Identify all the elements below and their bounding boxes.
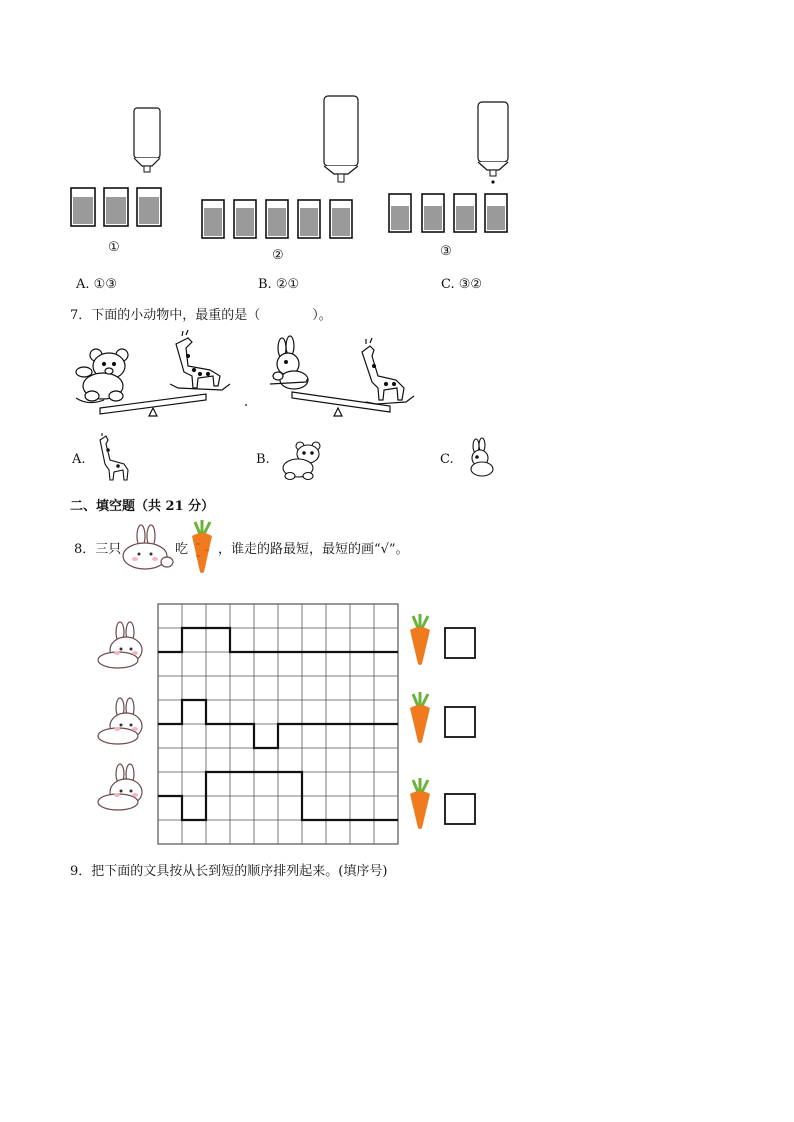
bottle-icon xyxy=(324,96,358,182)
rabbit-icon xyxy=(98,698,142,744)
cup-icon xyxy=(422,194,444,232)
option-letter: B. xyxy=(256,452,270,467)
figure-label-1: ① xyxy=(108,240,120,255)
giraffe-icon xyxy=(176,330,220,388)
option-letter: B. xyxy=(258,277,272,292)
question-8-prefix: 8．三只 xyxy=(74,542,122,557)
option-letter: C. xyxy=(440,452,454,467)
bottle-icon xyxy=(134,108,160,172)
question-7: 7．下面的小动物中，最重的是（ ）。 xyxy=(70,308,332,323)
balance-scale-2 xyxy=(266,326,426,422)
figure-label-2: ② xyxy=(272,248,284,263)
carrot-icon xyxy=(410,614,430,665)
cup-icon xyxy=(485,194,507,232)
cup-icon xyxy=(71,188,95,226)
figure-q6-set3 xyxy=(384,98,519,238)
option-text: ③② xyxy=(458,277,483,292)
option-a[interactable] xyxy=(76,277,117,292)
option-c[interactable] xyxy=(441,277,482,292)
answer-box-3[interactable] xyxy=(445,794,475,824)
balance-scale-1 xyxy=(70,326,252,422)
figure-q6-set2 xyxy=(196,92,371,242)
question-9: 9．把下面的文具按从长到短的顺序排列起来。(填序号) xyxy=(70,864,388,879)
cup-icon xyxy=(298,200,320,238)
carrot-icon xyxy=(410,692,430,743)
question-8-eat: 吃 xyxy=(175,542,189,557)
section-heading: 二、填空题（共 21 分） xyxy=(70,499,215,514)
answer-box-1[interactable] xyxy=(445,628,475,658)
option-b[interactable] xyxy=(258,277,299,292)
carrot-icon xyxy=(410,778,430,829)
bear-icon[interactable] xyxy=(276,438,326,482)
cup-icon xyxy=(104,188,128,226)
option-text: ①③ xyxy=(93,277,117,292)
cup-icon xyxy=(137,188,161,226)
rabbit-icon xyxy=(119,522,175,572)
cup-icon xyxy=(234,200,256,238)
option-letter: C. xyxy=(441,277,455,292)
figure-label-3: ③ xyxy=(440,244,452,259)
path-grid-figure xyxy=(92,600,482,850)
giraffe-icon[interactable] xyxy=(94,432,134,482)
bear-icon xyxy=(76,349,128,401)
cup-icon xyxy=(389,194,411,232)
cup-icon xyxy=(454,194,476,232)
carrot-icon xyxy=(188,518,216,574)
cup-icon xyxy=(202,200,224,238)
bottle-icon xyxy=(478,102,508,184)
option-letter: A. xyxy=(76,277,90,292)
option-b[interactable] xyxy=(256,452,270,467)
option-text: ②① xyxy=(275,277,300,292)
cup-icon xyxy=(266,200,288,238)
rabbit-icon xyxy=(273,336,308,389)
option-c[interactable] xyxy=(440,452,454,467)
option-a[interactable] xyxy=(72,452,86,467)
figure-q6-set1 xyxy=(66,100,176,240)
rabbit-icon xyxy=(98,764,142,810)
option-letter: A. xyxy=(72,452,86,467)
rabbit-icon[interactable] xyxy=(462,438,498,478)
giraffe-icon xyxy=(362,338,404,400)
cup-icon xyxy=(330,200,352,238)
question-8-suffix: ，谁走的路最短，最短的画“√”。 xyxy=(218,542,409,557)
answer-box-2[interactable] xyxy=(445,707,475,737)
rabbit-icon xyxy=(98,622,142,668)
